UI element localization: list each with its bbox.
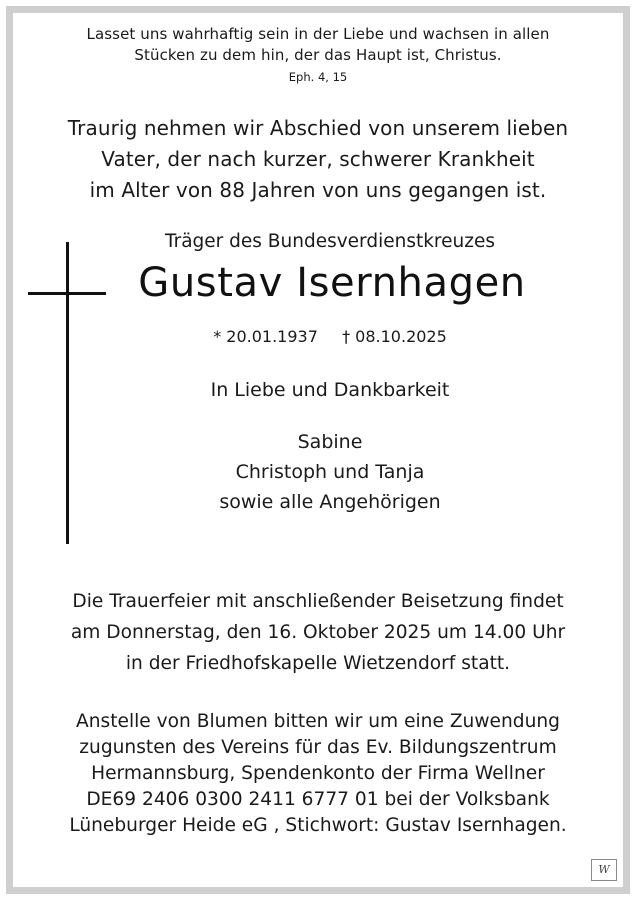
- donation-line-2: zugunsten des Vereins für das Ev. Bildungszentrum: [79, 737, 557, 758]
- death-date: † 08.10.2025: [342, 327, 447, 346]
- service-line-3: in der Friedhofskapelle Wietzendorf statt.: [125, 653, 511, 674]
- life-dates: [25, 327, 635, 346]
- deceased-name: Gustav Isernhagen: [138, 260, 526, 306]
- obituary-frame: [6, 6, 630, 894]
- donation-line-4: DE69 2406 0300 2411 6777 01 bei der Volksbank: [86, 789, 550, 810]
- donation-line-5: Lüneburger Heide eG , Stichwort: Gustav Isernhagen.: [69, 815, 567, 836]
- motto-reference: Eph. 4, 15: [288, 70, 348, 84]
- mourner-1: Sabine: [297, 431, 363, 453]
- announcement-line-2: Vater, der nach kurzer, schwerer Krankheit: [101, 147, 535, 171]
- motto-line-1: Lasset uns wahrhaftig sein in der Liebe und wachsen in allen: [86, 25, 550, 43]
- service-line-1: Die Trauerfeier mit anschließender Beisetzung findet: [72, 591, 564, 612]
- mourners-intro: In Liebe und Dankbarkeit: [210, 379, 450, 401]
- birth-date: * 20.01.1937: [213, 327, 318, 346]
- donation-line-1: Anstelle von Blumen bitten wir um eine Zuwendung: [76, 711, 560, 732]
- donation-line-3: Hermannsburg, Spendenkonto der Firma Wellner: [91, 763, 545, 784]
- service-line-2: am Donnerstag, den 16. Oktober 2025 um 14.00 Uhr: [70, 622, 566, 643]
- motto-line-2: Stücken zu dem hin, der das Haupt ist, Christus.: [134, 46, 502, 64]
- mourner-2: Christoph und Tanja: [235, 461, 425, 483]
- publisher-logo: W: [591, 859, 617, 881]
- honor-title: Träger des Bundesverdienstkreuzes: [165, 231, 495, 252]
- announcement-line-3: im Alter von 88 Jahren von uns gegangen ist.: [89, 178, 547, 202]
- announcement-line-1: Traurig nehmen wir Abschied von unserem lieben: [67, 116, 569, 140]
- mourner-3: sowie alle Angehörigen: [219, 491, 441, 513]
